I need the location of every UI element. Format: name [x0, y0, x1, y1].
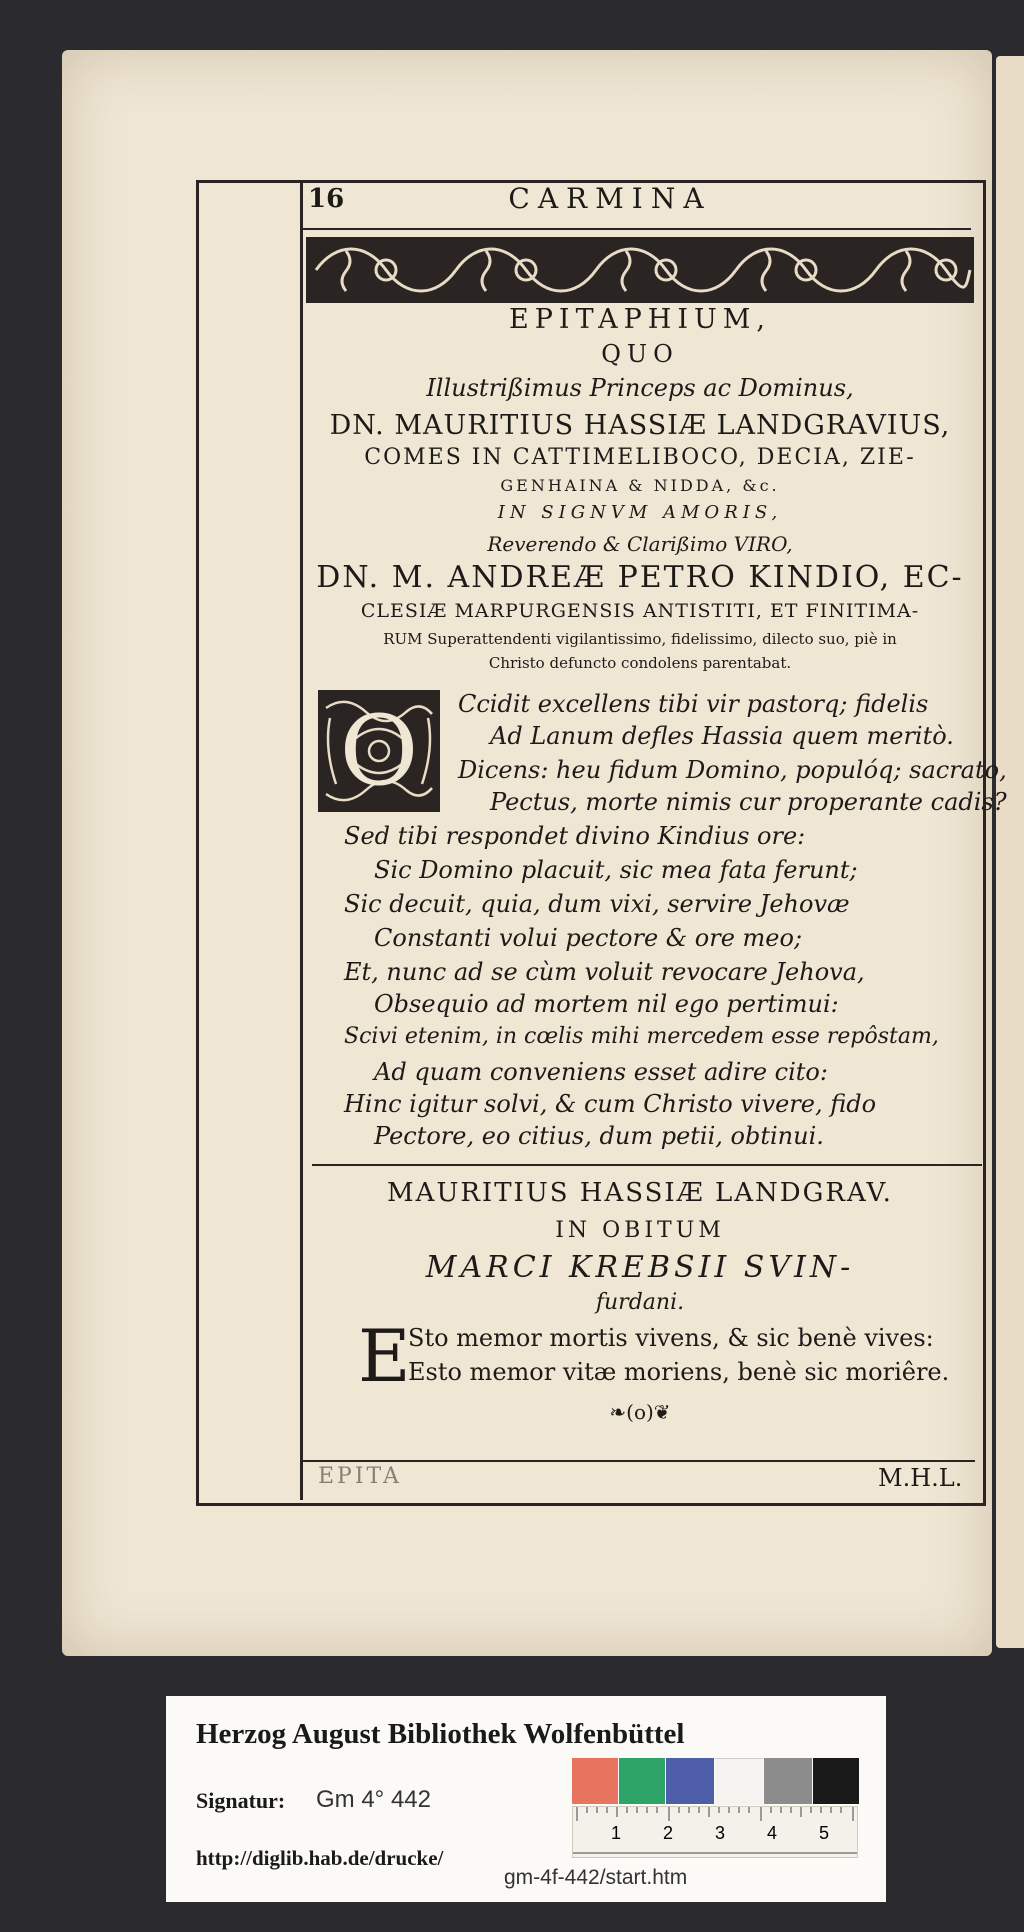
verse-line-3: Dicens: heu fidum Domino, populóq; sacrato, — [458, 756, 1007, 784]
second-heading-3: MARCI KREBSII SVIN- — [425, 1250, 855, 1285]
quo-line: QUO — [601, 340, 679, 368]
swatch-blue — [666, 1758, 714, 1804]
verse-line-1: Ccidit excellens tibi vir pastorq; fidelis — [458, 690, 929, 718]
second-heading-4: furdani. — [595, 1290, 685, 1315]
verse-line-6: Sic Domino placuit, sic mea fata ferunt; — [374, 856, 858, 884]
ruler-number-2: 2 — [663, 1823, 674, 1843]
genhaina-line: GENHAINA & NIDDA, &c. — [500, 476, 780, 495]
signatur-value: Gm 4° 442 — [316, 1786, 431, 1813]
swatch-green — [619, 1758, 665, 1804]
verse-line-11: Scivi etenim, in cœlis mihi mercedem esse repôstam, — [344, 1024, 939, 1049]
verse-line-4: Pectus, morte nimis cur properante cadis? — [490, 788, 1007, 816]
swatch-red — [572, 1758, 618, 1804]
reverendo-line: Reverendo & Clarißimo VIRO, — [487, 532, 793, 556]
verse-line-12: Ad quam conveniens esset adire cito: — [374, 1058, 828, 1086]
library-url[interactable]: http://diglib.hab.de/drucke/ — [196, 1846, 444, 1870]
epitaph-title: EPITAPHIUM, — [509, 304, 771, 335]
footer-left: EPITA — [318, 1464, 402, 1489]
verse-line-14: Pectore, eo citius, dum petii, obtinui. — [374, 1122, 824, 1150]
bottom-rule — [303, 1460, 975, 1462]
ornamental-band — [306, 237, 974, 303]
verse-line-5: Sed tibi respondet divino Kindius ore: — [344, 822, 806, 850]
footer-right: M.H.L. — [878, 1464, 963, 1492]
verse-line-9: Et, nunc ad se cùm voluit revocare Jehova, — [344, 958, 865, 986]
signum-line: IN SIGNVM AMORIS, — [497, 502, 783, 523]
library-name: Herzog August Bibliothek Wolfenbüttel — [196, 1718, 685, 1750]
running-head: CARMINA — [508, 182, 712, 215]
verse-line-2: Ad Lanum defles Hassia quem meritò. — [490, 722, 954, 750]
ruler-number-5: 5 — [819, 1823, 830, 1843]
second-heading-2: IN OBITUM — [555, 1218, 725, 1243]
verse-line-13: Hinc igitur solvi, & cum Christo vivere, fido — [344, 1090, 877, 1118]
library-url-path[interactable]: gm-4f-442/start.htm — [504, 1866, 688, 1889]
fleuron: ❧(o)❦ — [609, 1400, 671, 1424]
verse-line-8: Constanti volui pectore & ore meo; — [374, 924, 803, 952]
scale-ruler — [572, 1806, 858, 1858]
verse-line-7: Sic decuit, quia, dum vixi, servire Jehovæ — [344, 890, 850, 918]
ruler-number-3: 3 — [715, 1823, 726, 1843]
signatur-label: Signatur: — [196, 1788, 286, 1813]
second-verse-1: Sto memor mortis vivens, & sic benè vives: — [408, 1324, 934, 1352]
header-rule — [303, 228, 971, 230]
page-number: 16 — [308, 184, 345, 214]
kindio-line: DN. M. ANDREÆ PETRO KINDIO, EC- — [316, 560, 964, 595]
dropcap-e: E — [358, 1314, 411, 1398]
illustris-line: Illustrißimus Princeps ac Dominus, — [426, 374, 854, 402]
swatch-white — [715, 1758, 763, 1805]
next-page-edge — [996, 56, 1024, 1648]
mauritius-line: DN. MAURITIUS HASSIÆ LANDGRAVIUS, — [329, 410, 951, 441]
second-verse-2: Esto memor vitæ moriens, benè sic moriêre. — [408, 1358, 950, 1386]
swatch-black — [813, 1758, 859, 1804]
section-separator — [312, 1164, 982, 1166]
dropcap-o-letter: O — [339, 695, 419, 807]
swatch-gray — [764, 1758, 812, 1804]
ruler-number-1: 1 — [611, 1823, 622, 1843]
clesiae-line: CLESIÆ MARPURGENSIS ANTISTITI, ET FINITIMA- — [360, 600, 920, 622]
comes-line: COMES IN CATTIMELIBOCO, DECIA, ZIE- — [364, 445, 916, 470]
ruler-number-4: 4 — [767, 1823, 778, 1843]
christo-line: Christo defuncto condolens parentabat. — [488, 654, 792, 672]
second-heading-1: MAURITIUS HASSIÆ LANDGRAV. — [387, 1178, 893, 1208]
verse-line-10: Obsequio ad mortem nil ego pertimui: — [374, 990, 839, 1018]
rum-line: RUM Superattendenti vigilantissimo, fidelissimo, dilecto suo, piè in — [383, 630, 897, 648]
dropcap-o-ornament — [316, 688, 442, 814]
